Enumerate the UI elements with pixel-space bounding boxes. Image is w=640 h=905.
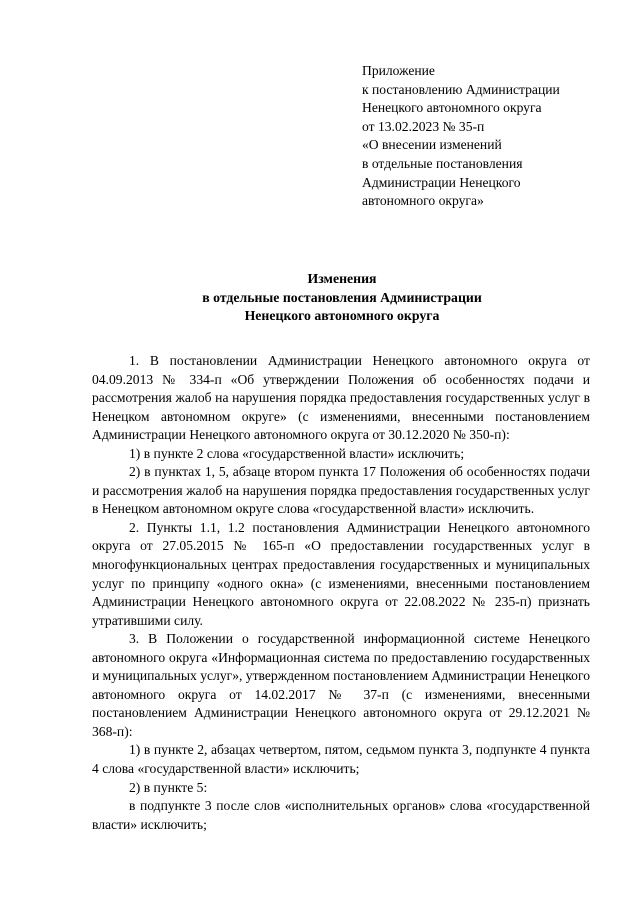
- paragraph: в подпункте 3 после слов «исполнительных органов» слова «государственной власти» исключить;: [92, 798, 590, 832]
- appendix-line: «О внесении изменений: [362, 137, 502, 153]
- appendix-line: к постановлению Администрации: [362, 81, 560, 97]
- paragraph: 3. В Положении о государственной информационной системе Ненецкого автономного округа «Информационная система по предоставлению государственных и муниципальных услуг», утвержденном постановлением Администрации Ненецкого автономного округа от 14.02.2017 № 37-п (с изменениями, внесенными постановлением Администрации Ненецкого автономного округа от 29.12.2021 № 368-п):: [92, 631, 590, 739]
- paragraph: 2) в пункте 5:: [129, 779, 208, 795]
- title-line: в отдельные постановления Администрации: [202, 289, 482, 305]
- paragraph: 1. В постановлении Администрации Ненецкого автономного округа от 04.09.2013 № 334-п «Об утверждении Положения об особенностях подачи и рассмотрения жалоб на нарушения порядка предоставления государственных услуг в Ненецком автономном округе» (с изменениями, внесенными постановлением Администрации Ненецкого автономного округа от 30.12.2020 № 350-п):: [92, 353, 590, 443]
- title-line: Изменения: [307, 271, 377, 286]
- paragraph: 2) в пунктах 1, 5, абзаце втором пункта 17 Положения об особенностях подачи и рассмотрения жалоб на нарушения порядка предоставления государственных услуг в Ненецком автономном округе слова «государственной власти» исключить.: [92, 464, 590, 517]
- paragraph: 1) в пункте 2, абзацах четвертом, пятом, седьмом пункта 3, подпункте 4 пункта 4 слова «государственной власти» исключить;: [92, 742, 590, 777]
- appendix-line: в отдельные постановления: [362, 155, 523, 171]
- paragraph: 1) в пункте 2 слова «государственной власти» исключить;: [129, 445, 465, 461]
- paragraph: 2. Пункты 1.1, 1.2 постановления Администрации Ненецкого автономного округа от 27.05.2015 № 165-п «О предоставлении государственных услуг в многофункциональных центрах предоставления государственных и муниципальных услуг по принципу «одного окна» (с изменениями, внесенными постановлением Администрации Ненецкого автономного округа от 22.08.2022 № 235-п) признать утратившими силу.: [92, 519, 590, 628]
- appendix-block: [362, 62, 622, 211]
- appendix-line: Приложение: [362, 63, 435, 78]
- appendix-line: Администрации Ненецкого: [362, 174, 521, 190]
- document-body: [92, 352, 590, 834]
- appendix-line: автономного округа»: [362, 193, 484, 209]
- appendix-line: Ненецкого автономного округа: [362, 100, 542, 116]
- appendix-line: от 13.02.2023 № 35-п: [362, 118, 485, 134]
- document-title: [92, 270, 592, 326]
- title-line: Ненецкого автономного округа: [244, 308, 440, 324]
